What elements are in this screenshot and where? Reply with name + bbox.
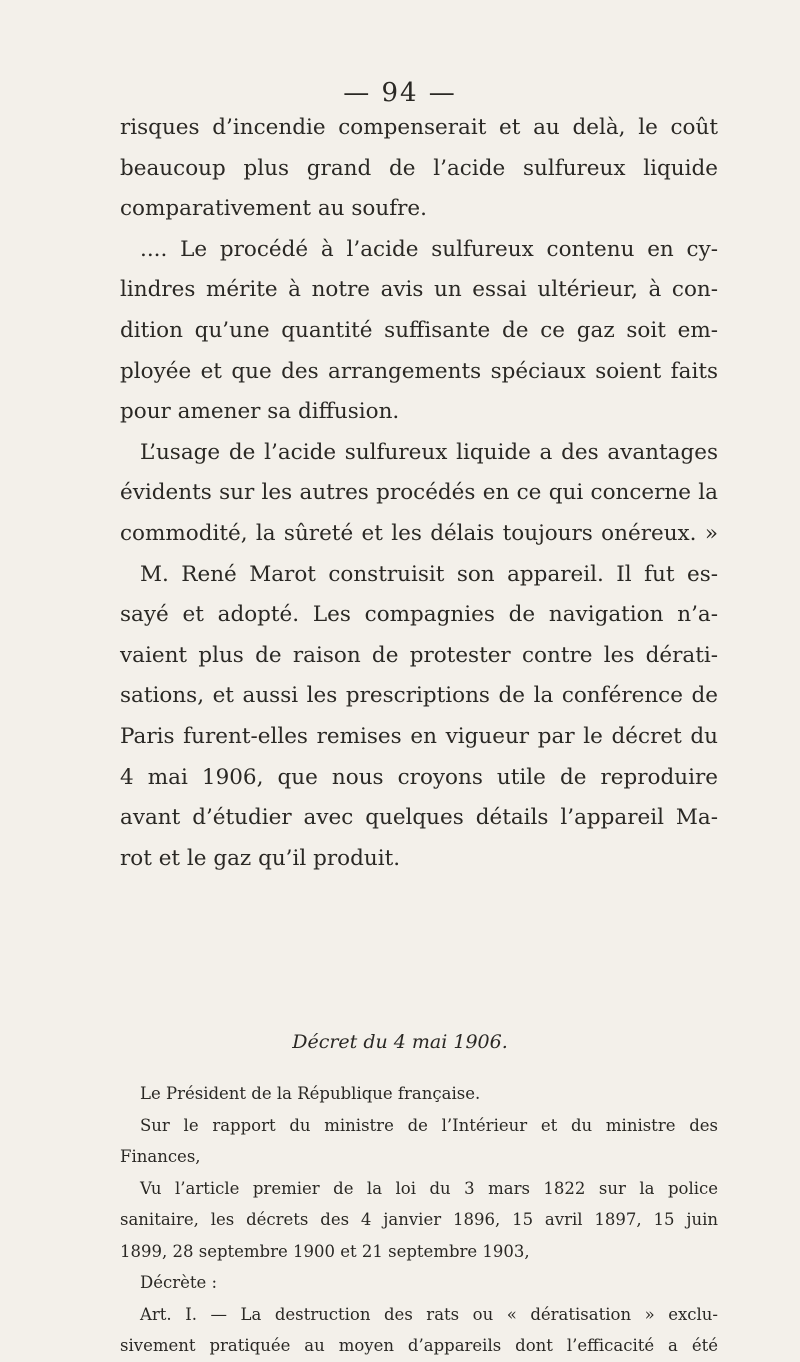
text-line: L’usage de l’acide sulfureux liquide a des avantages (140, 439, 718, 465)
decree-heading: Décret du 4 mai 1906. (292, 1031, 508, 1053)
decree-line: Finances, (120, 1147, 201, 1166)
decree-line: 1899, 28 septembre 1900 et 21 septembre 1903, (120, 1241, 530, 1261)
text-line: 4 mai 1906, que nous croyons utile de reproduire (120, 764, 718, 790)
text-line: sations, et aussi les prescriptions de la conférence de (120, 683, 718, 709)
text-line: vaient plus de raison de protester contre les dérati- (120, 642, 718, 668)
text-line: Paris furent-elles remises en vigueur par le décret du (120, 723, 718, 749)
decree-text (120, 1078, 718, 1362)
page-number: — 94 — (343, 78, 457, 108)
decree-line: Le Président de la République française. (140, 1084, 481, 1103)
decree-line: Décrète : (140, 1273, 218, 1292)
text-line: dition qu’une quantité suffisante de ce gaz soit em- (120, 317, 718, 343)
decree-line: sanitaire, les décrets des 4 janvier 1896, 15 avril 1897, 15 juin (120, 1210, 718, 1229)
text-line: M. René Marot construisit son appareil. Il fut es- (140, 561, 718, 587)
text-line: ployée et que des arrangements spéciaux soient faits (120, 358, 718, 384)
text-line: .... Le procédé à l’acide sulfureux contenu en cy- (140, 236, 718, 262)
text-line: comparativement au soufre. (120, 196, 427, 222)
text-line: lindres mérite à notre avis un essai ultérieur, à con- (120, 277, 718, 303)
decree-line: sivement pratiquée au moyen d’appareils dont l’efficacité a été (120, 1336, 718, 1355)
body-text (120, 108, 718, 879)
text-line: évidents sur les autres procédés en ce qui concerne la (120, 480, 718, 506)
decree-line: Vu l’article premier de la loi du 3 mars 1822 sur la police (140, 1178, 718, 1198)
text-line: risques d’incendie compenserait et au delà, le coût (120, 115, 718, 140)
text-line: pour amener sa diffusion. (120, 399, 400, 425)
text-line: commodité, la sûreté et les délais toujours onéreux. » (120, 520, 718, 546)
decree-line: Sur le rapport du ministre de l’Intérieur et du ministre des (140, 1115, 718, 1135)
text-line: avant d’étudier avec quelques détails l’appareil Ma- (120, 805, 718, 831)
text-line: sayé et adopté. Les compagnies de navigation n’a- (120, 602, 718, 628)
text-line: beaucoup plus grand de l’acide sulfureux liquide (120, 155, 718, 181)
decree-line: Art. I. — La destruction des rats ou « dératisation » exclu- (140, 1304, 718, 1324)
text-line: rot et le gaz qu’il produit. (120, 845, 401, 871)
